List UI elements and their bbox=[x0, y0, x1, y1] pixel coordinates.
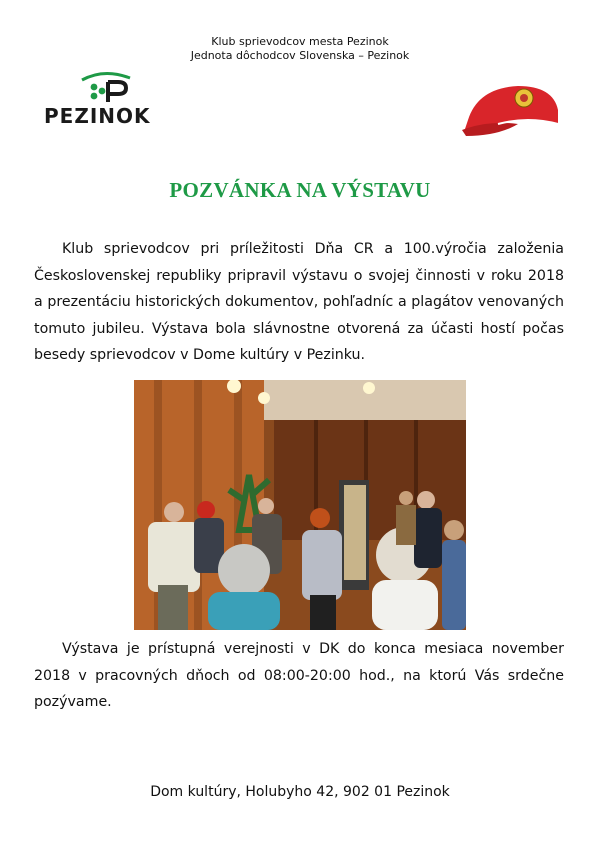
exhibition-photo bbox=[134, 380, 466, 630]
paragraph-intro bbox=[34, 236, 564, 369]
header-line-2: Jednota dôchodcov Slovenska – Pezinok bbox=[190, 49, 410, 62]
paragraph-info-text: Výstava je prístupná verejnosti v DK do konca mesiaca november 2018 v pracovných dňoch od 08:00-20:00 hod., na ktorú Vás srdečne pozývame. bbox=[34, 641, 564, 710]
footer-address: Dom kultúry, Holubyho 42, 902 01 Pezinok bbox=[150, 784, 450, 800]
invitation-title: POZVÁNKA NA VÝSTAVU bbox=[169, 178, 431, 202]
logo-text: PEZINOK bbox=[44, 104, 151, 128]
paragraph-info bbox=[34, 636, 564, 716]
pezinok-logo bbox=[44, 70, 184, 130]
red-cap-image bbox=[458, 80, 563, 140]
paragraph-intro-text: Klub sprievodcov pri príležitosti Dňa CR a 100.výročia založenia Československej republiky pripravil výstavu o svojej činnosti v roku 2018 a prezentáciu historických dokumentov, pohľadníc a plagátov venovaných tomuto jubileu. Výstava bola slávnostne otvorená za účasti hostí počas besedy sprievodcov v Dome kultúry v Pezinku. bbox=[34, 241, 564, 363]
red-cap-icon bbox=[458, 80, 563, 140]
header-line-1: Klub sprievodcov mesta Pezinok bbox=[211, 35, 389, 48]
document-header bbox=[0, 35, 600, 63]
